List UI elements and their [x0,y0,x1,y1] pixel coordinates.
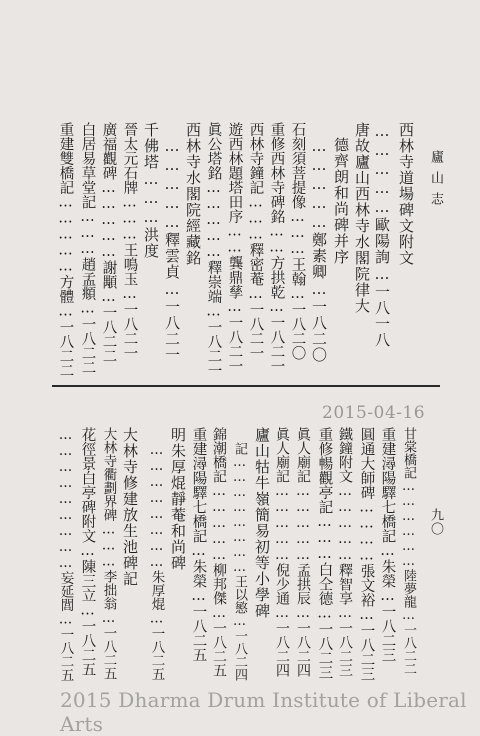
toc-entry: 甘棠橋記………………陸夢龍…一八二二 [401,427,416,675]
running-head: 廬山志 [428,150,443,213]
toc-entry: ………………………妄延閭…一八二五 [57,427,74,682]
watermark: 2015 Dharma Drum Institute of Liberal Arts [60,688,467,736]
toc-entry: 西林寺鐘記………釋密菴…一八二一 [247,122,264,360]
toc-entry: 花徑景白亭碑附文…陳三立…一八二五 [79,427,96,677]
toc-entry: 鐵鐘附文……………釋智享…一八二三 [337,427,353,677]
toc-entry: 重建潯陽驛七橋記…朱榮…一八二三 [379,427,396,662]
date-stamp: 2015-04-16 [322,403,426,423]
toc-entry: ……………………朱厚焜…一八二五 [148,442,165,681]
toc-entry: 晉太元石牌………王鳴玉…一八二一 [121,122,138,360]
toc-entry: 重建潯陽驛七橋記…朱榮…一八二五 [190,427,207,662]
toc-entry: 記……………………王以慜…一八二四 [232,442,247,681]
toc-entry: 圓通大師碑…………張文裕…一八二三 [358,427,375,681]
toc-entry: 重修暢觀亭記………白仝德…一八二三 [316,427,333,680]
toc-entry: 大林寺修建放生池碑記 [121,427,139,587]
toc-entry: ……………釋雲貞…一八二一 [163,137,181,363]
toc-entry: 白居易草堂記………趙孟頫…一八二二 [79,122,96,375]
toc-entry: 遊西林題塔田序……龔鼎孳…一八二一 [226,122,243,373]
toc-entry: 西林寺道場碑文附文 [397,122,415,266]
section-divider [52,385,440,387]
toc-entry: 重修西林寺碑銘……方拱乾…一八二一 [268,122,285,373]
toc-entry: 眞人廟記……………倪少通…一八二四 [274,427,290,677]
toc-entry: 錦潮橋記……………柳邦傑…一八二五 [211,427,227,677]
toc-entry: 唐故廬山西林寺水閣院律大 [353,122,371,314]
toc-entry: 西林寺水閣院經藏銘 [184,122,202,266]
toc-entry: 大林寺衢劃界碑………李拙翁…一八二五 [100,427,117,680]
toc-entry: 石刻須菩提像………王翰…一八二〇 [289,122,306,360]
page-number: 九〇 [428,508,443,536]
toc-entry: 明朱厚焜靜菴和尚碑 [169,427,187,571]
toc-entry: 重建雙橋記……………方體…一八二二 [57,122,74,378]
toc-entry: 德齊朗和尚碑并序 [332,137,350,265]
toc-entry: ……………鄭素卿…一八二〇 [310,137,328,363]
toc-entry: 廬山牯牛嶺簡易初等小學碑 [253,427,271,619]
toc-entry: ……………歐陽詢…一八一八 [373,122,391,348]
toc-entry: 千佛塔………洪度 [142,122,160,259]
toc-entry: 廣福觀碑……………謝顒…一八二二 [100,122,117,363]
toc-entry: 眞人廟記……………孟拱辰…一八二四 [295,427,311,677]
toc-entry: 眞公塔銘……………釋崇端…一八二一 [205,122,222,378]
